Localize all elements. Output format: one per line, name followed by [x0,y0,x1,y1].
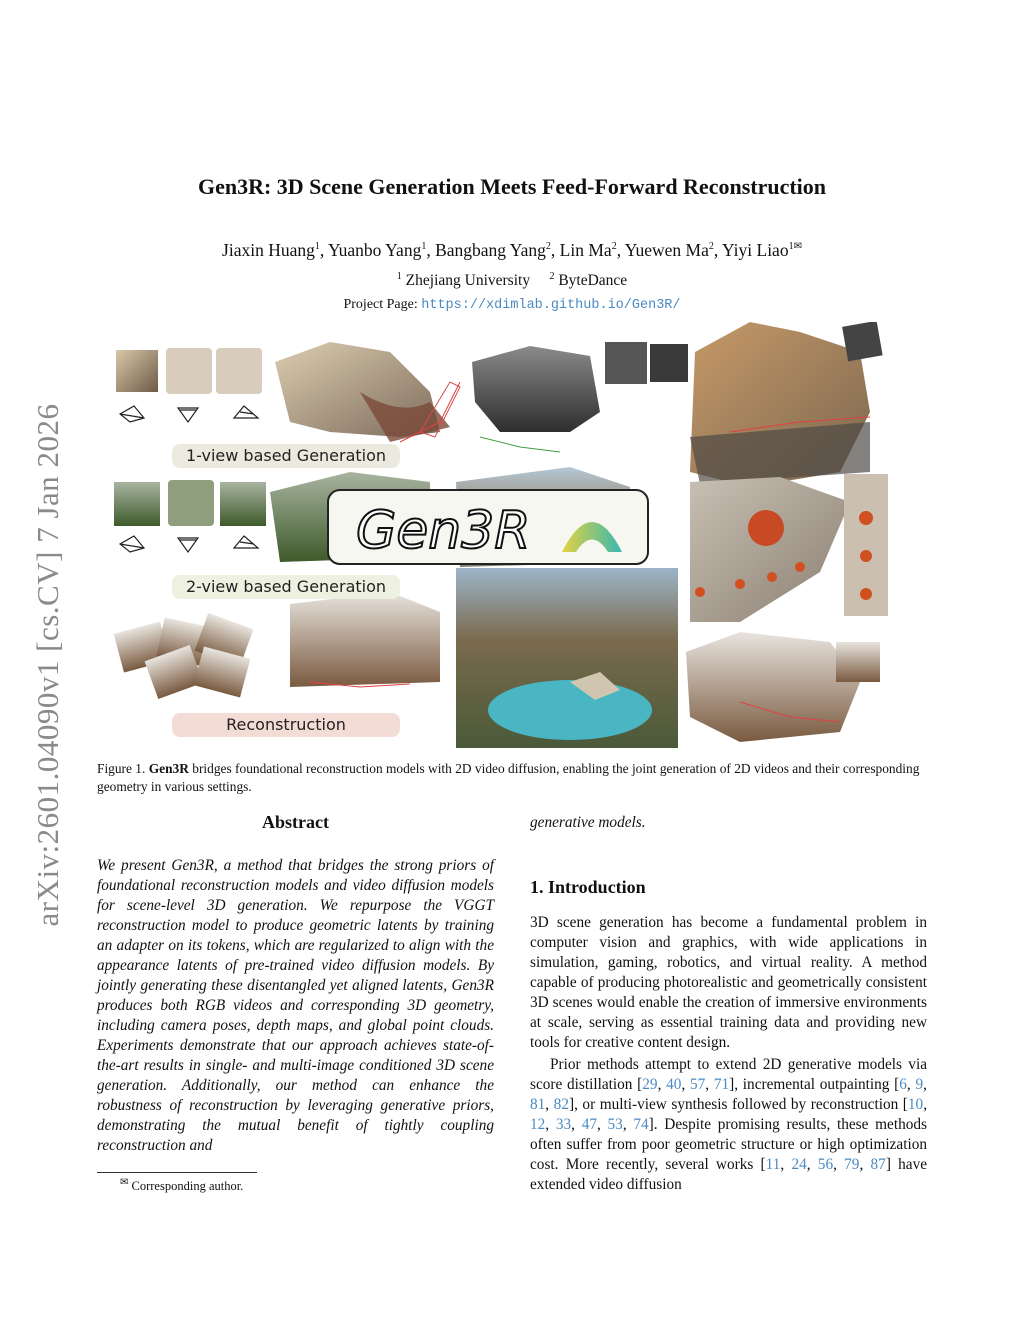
empty-frame-thumb [216,348,262,394]
author: Lin Ma [559,240,612,260]
input-image-stack [114,613,254,699]
author: Yuewen Ma [624,240,709,260]
affiliation: Zhejiang University [405,272,531,290]
abstract-heading: Abstract [262,812,329,832]
intro-heading: 1. Introduction [530,877,646,897]
intro-paragraph-1: 3D scene generation has become a fundamental problem in computer vision and graphics, with wide applications in simulation, gaming, robotics, and virtual reality. A method capable of producing photorealistic and geometrically consistent 3D scenes would enable the creation of immersive environments at scale, serving as essential training data and providing new tools for creative content design. [530,914,927,1051]
empty-frame-thumb [166,348,212,394]
pointcloud-interior [290,592,440,687]
abstract-continuation: generative models. [530,814,646,831]
project-page [0,297,1024,313]
footnote: ✉ Corresponding author. [120,1177,244,1194]
input-image-thumb [842,322,883,361]
affiliation: ByteDance [558,272,628,290]
input-image-thumb [836,642,880,682]
author: Jiaxin Huang [222,240,315,260]
input-image-thumb [116,350,158,392]
author: Yiyi Liao [721,240,789,260]
pointcloud-sofa [472,346,600,432]
pointcloud-interior-right [686,632,860,742]
envelope-icon: ✉ [120,1177,129,1188]
author: Bangbang Yang [435,240,546,260]
camera-icons [120,406,258,422]
empty-frame-thumb [168,480,214,526]
teaser-illustration [100,322,930,750]
camera-icons [120,536,258,552]
paper-title: Gen3R: 3D Scene Generation Meets Feed-Forward Reconstruction [197,174,827,199]
project-page-label: Project Page: [343,297,418,312]
project-page-link[interactable]: https://xdimlab.github.io/Gen3R/ [421,298,681,313]
label-1view: 1-view based Generation [172,444,400,468]
intro-paragraph-2: Prior methods attempt to extend 2D generative models via score distillation [29, 40, 57, 71], incremental outpainting [6, 9, 81, 82], or multi-view synthesis followed by reconstruction [10, 12, 33, 47, 53, 74]. Despite promising results, these methods often suffer from poor geometric structure or high optimization cost. More recently, several works [11, 24, 56, 79, 87] have extended video diffusion [530,1056,928,1193]
figure-caption: Figure 1. Gen3R bridges foundational reconstruction models with 2D video diffusion, enabling the joint generation of 2D videos and their corresponding geometry in various settings. [97,761,920,794]
pool [488,680,652,740]
label-2view: 2-view based Generation [172,575,400,599]
input-image-thumb [220,482,266,526]
label-reconstruction: Reconstruction [172,713,400,737]
author: Yuanbo Yang [327,240,422,260]
apple [748,510,784,546]
gen3r-logo-text: Gen3R [356,501,531,561]
arxiv-stamp-text: arXiv:2601.04090v1 [cs.CV] 7 Jan 2026 [30,403,65,927]
pointcloud-apple [690,477,850,622]
input-image-thumb [605,342,647,384]
author-list: Jiaxin Huang$^1$, Yuanbo Yang$^1$, Bangbang Yang$^2$, Lin Ma$^2$, Yuewen Ma$^2$, Yiyi Liao$^{1✉}$ [222,240,802,260]
abstract-body: We present Gen3R, a method that bridges the strong priors of foundational reconstruction models and video diffusion models for scene-level 3D generation. We repurpose the VGGT reconstruction model to produce geometric latents by training an adapter on its tokens, which are regularized to align with the appearance latents of pre-trained video diffusion models. By jointly generating these disentangled yet aligned latents, Gen3R produces both RGB videos and corresponding 3D geometry, including camera poses, depth maps, and global point clouds. Experiments demonstrate that our approach achieves state-of-the-art results in single- and multi-image conditioned 3D scene generation. Additionally, our method can enhance the robustness of reconstruction by leveraging generative priors, demonstrating the mutual benefit of tightly coupling reconstruction and [97,857,494,1154]
affiliations: $^1$ Zhejiang University $^2$ ByteDance [396,271,628,290]
footnote-rule [97,1172,257,1173]
teaser-figure [100,322,930,750]
arxiv-stamp [28,380,68,950]
input-image-thumb [114,482,160,526]
